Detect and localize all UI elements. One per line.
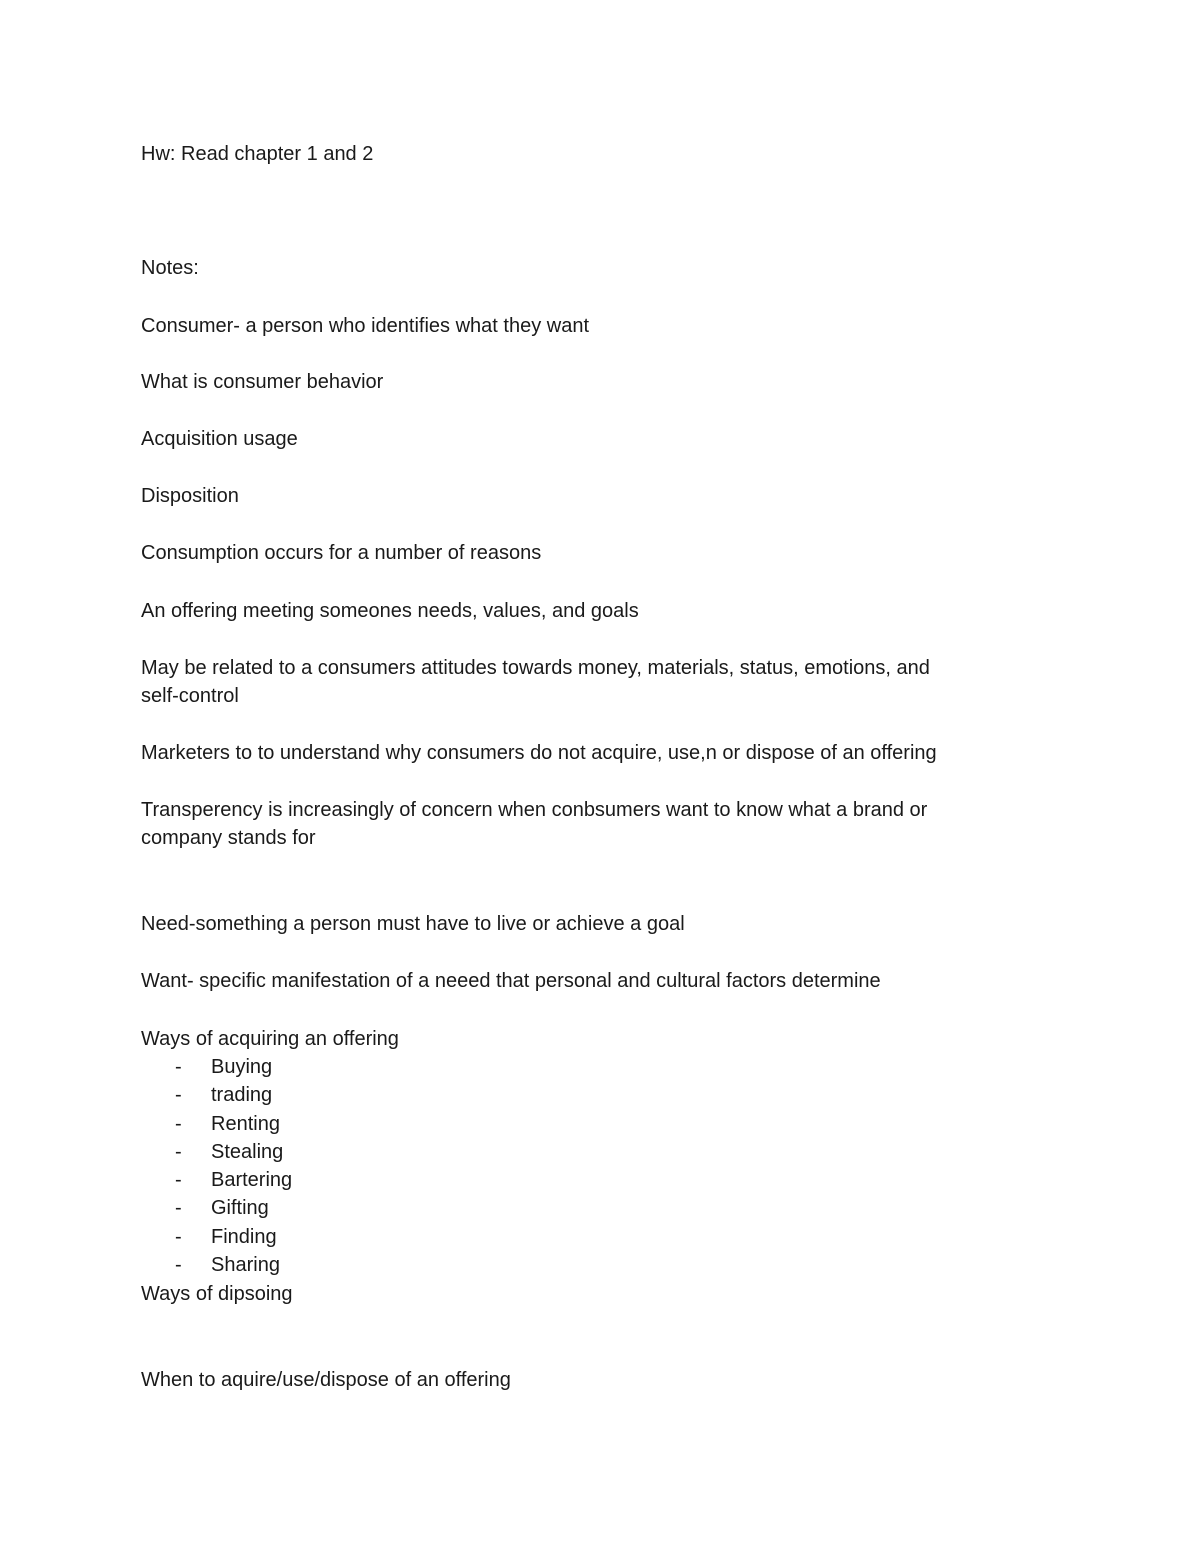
note-paragraph: Consumer- a person who identifies what they want — [141, 315, 590, 337]
list-item-text: Finding — [211, 1225, 277, 1248]
notes-heading: Notes: — [141, 257, 199, 279]
list-heading-disposing: Ways of dipsoing — [141, 1283, 293, 1305]
note-paragraph: What is consumer behavior — [141, 371, 384, 393]
list-item-text: Bartering — [211, 1169, 293, 1192]
list-item-text: Buying — [211, 1056, 273, 1078]
list-item-text: Stealing — [211, 1140, 284, 1163]
list-dash: - — [175, 1254, 182, 1277]
list-dash: - — [175, 1169, 182, 1192]
note-paragraph: company stands for — [141, 827, 316, 849]
list-dash: - — [175, 1112, 182, 1135]
note-paragraph: An offering meeting someones needs, values, and goals — [141, 600, 639, 622]
list-dash: - — [175, 1056, 182, 1078]
note-paragraph: self-control — [141, 685, 239, 707]
list-item-text: Gifting — [211, 1197, 269, 1220]
note-paragraph: Need-something a person must have to live or achieve a goal — [141, 913, 685, 935]
note-paragraph: Want- specific manifestation of a neeed that personal and cultural factors determine — [141, 970, 881, 992]
list-dash: - — [175, 1225, 182, 1248]
note-paragraph: Marketers to to understand why consumers do not acquire, use,n or dispose of an offering — [141, 742, 937, 764]
list-dash: - — [175, 1140, 182, 1163]
list-heading-acquiring: Ways of acquiring an offering — [141, 1028, 399, 1050]
note-paragraph: Acquisition usage — [141, 428, 298, 450]
note-paragraph: Consumption occurs for a number of reasons — [141, 542, 542, 564]
list-item-text: Sharing — [211, 1254, 280, 1277]
list-item-text: trading — [211, 1084, 273, 1107]
list-dash: - — [175, 1197, 182, 1220]
homework-line: Hw: Read chapter 1 and 2 — [141, 143, 374, 165]
note-paragraph: Transperency is increasingly of concern when conbsumers want to know what a brand or — [141, 799, 928, 821]
when-heading: When to aquire/use/dispose of an offering — [141, 1369, 511, 1391]
note-paragraph: Disposition — [141, 485, 239, 507]
list-item-text: Renting — [211, 1112, 280, 1135]
list-dash: - — [175, 1084, 182, 1107]
note-paragraph: May be related to a consumers attitudes towards money, materials, status, emotions, and — [141, 657, 930, 679]
